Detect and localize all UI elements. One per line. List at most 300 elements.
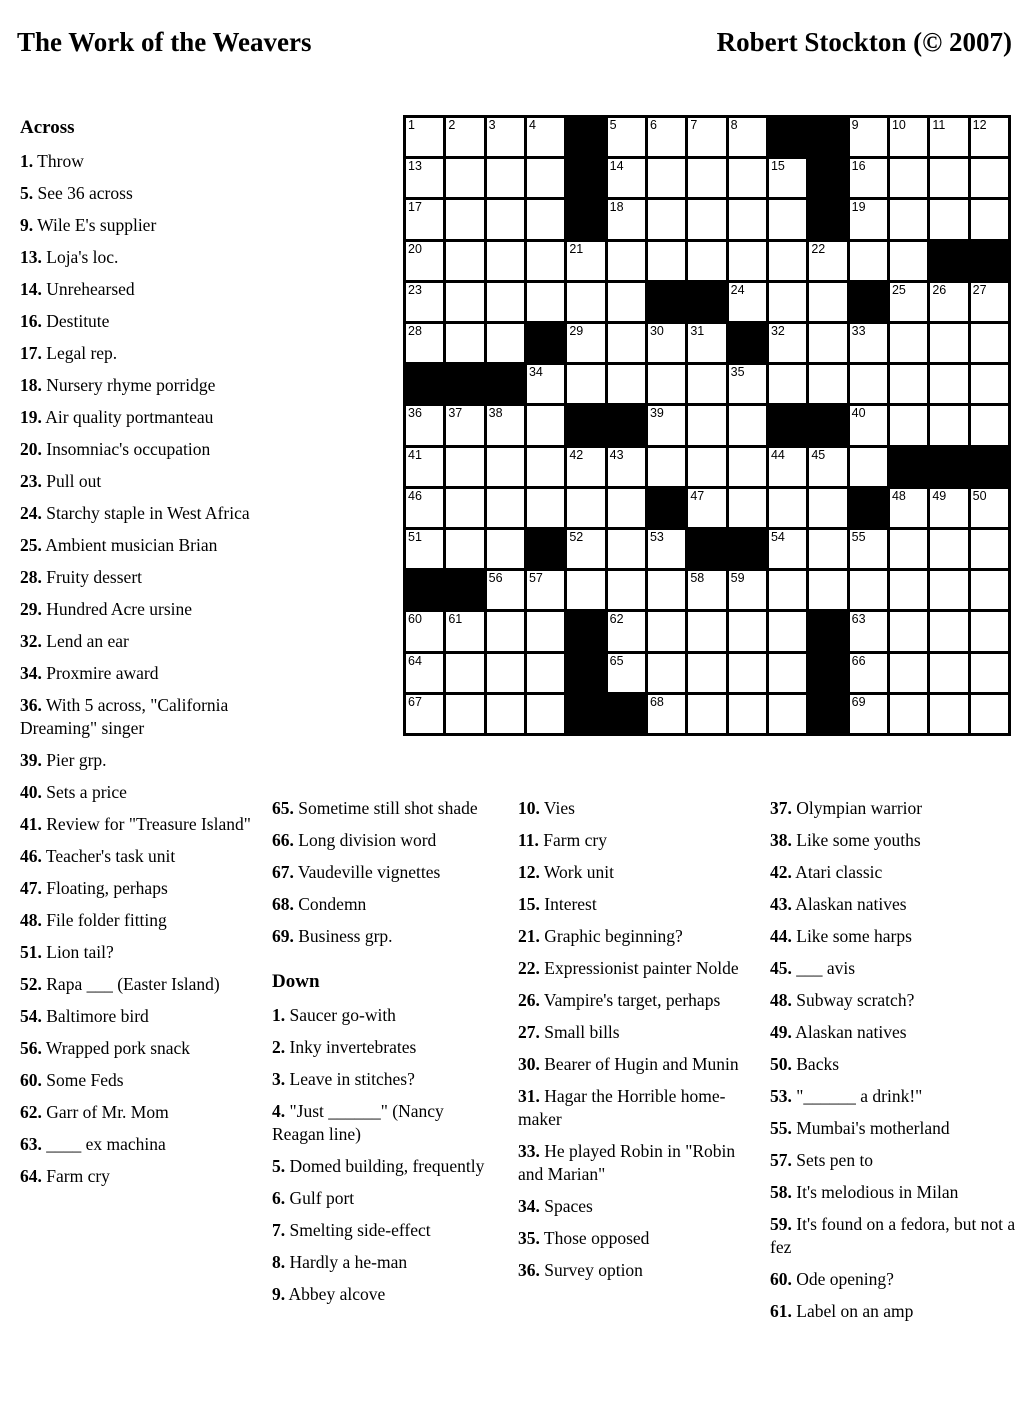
grid-cell-white[interactable]	[890, 324, 927, 362]
clue-number: 58.	[770, 1182, 792, 1202]
cell-number: 13	[408, 159, 422, 174]
clue-number: 51.	[20, 942, 42, 962]
grid-cell-white[interactable]	[527, 448, 564, 486]
cell-number: 65	[609, 653, 624, 668]
cell-number: 32	[770, 324, 785, 338]
grid-cell-white[interactable]	[608, 324, 645, 362]
clue-number: 28.	[20, 567, 42, 587]
grid-cell-white[interactable]	[850, 654, 887, 692]
grid-cell-white[interactable]	[890, 159, 927, 197]
grid-cell-white[interactable]	[809, 365, 846, 403]
cell-number: 12	[972, 118, 987, 132]
grid-cell-white[interactable]	[406, 612, 443, 650]
clue-number: 8.	[272, 1252, 286, 1272]
grid-cell-white[interactable]	[850, 695, 887, 733]
grid-cell-white[interactable]	[971, 200, 1008, 238]
grid-cell-white[interactable]	[688, 489, 725, 527]
grid-cell-black	[406, 571, 443, 609]
grid-cell-white[interactable]	[648, 200, 685, 238]
grid-cell-white[interactable]	[729, 242, 766, 280]
grid-cell-white[interactable]	[487, 406, 524, 444]
clue-number: 48.	[770, 990, 792, 1010]
grid-cell-white[interactable]	[487, 654, 524, 692]
grid-cell-white[interactable]	[971, 406, 1008, 444]
grid-cell-white[interactable]	[769, 283, 806, 321]
grid-cell-white[interactable]	[930, 571, 967, 609]
grid-cell-white[interactable]	[850, 530, 887, 568]
grid-cell-white[interactable]	[930, 530, 967, 568]
grid-cell-white[interactable]	[890, 612, 927, 650]
grid-cell-black	[567, 200, 604, 238]
clue-down-2: 2. Inky invertebrates	[272, 1037, 417, 1057]
grid-cell-white[interactable]	[487, 242, 524, 280]
grid-cell-white[interactable]	[527, 571, 564, 609]
clue-across-52: 52. Rapa ___ (Easter Island)	[20, 974, 220, 994]
grid-cell-white[interactable]	[971, 118, 1008, 156]
grid-cell-white[interactable]	[890, 200, 927, 238]
down-clues-list-1	[272, 1004, 486, 1306]
clue-number: 3.	[272, 1069, 286, 1089]
grid-cell-white[interactable]	[850, 118, 887, 156]
grid-cell-white[interactable]	[567, 448, 604, 486]
grid-cell-white[interactable]	[930, 695, 967, 733]
clue-number: 33.	[518, 1141, 540, 1161]
clue-down-35: 35. Those opposed	[518, 1228, 650, 1248]
clue-number: 9.	[20, 215, 34, 235]
grid-cell-white[interactable]	[688, 118, 725, 156]
grid-cell-white[interactable]	[850, 365, 887, 403]
grid-cell-black	[406, 365, 443, 403]
cell-number: 25	[891, 282, 906, 297]
clue-number: 23.	[20, 471, 42, 491]
clue-number: 49.	[770, 1022, 792, 1042]
grid-cell-white[interactable]	[930, 283, 967, 321]
grid-cell-white[interactable]	[527, 159, 564, 197]
grid-cell-white[interactable]	[809, 283, 846, 321]
grid-cell-white[interactable]	[406, 530, 443, 568]
grid-cell-white[interactable]	[648, 571, 685, 609]
clue-down-57: 57. Sets pen to	[770, 1150, 874, 1170]
clue-number: 67.	[272, 862, 294, 882]
grid-cell-white[interactable]	[850, 448, 887, 486]
grid-cell-white[interactable]	[446, 612, 483, 650]
cell-number: 19	[851, 200, 866, 215]
grid-cell-white[interactable]	[688, 695, 725, 733]
clue-number: 41.	[20, 814, 42, 834]
grid-cell-white[interactable]	[688, 365, 725, 403]
clue-across-23: 23. Pull out	[20, 471, 102, 491]
grid-cell-white[interactable]	[930, 365, 967, 403]
grid-cell-white[interactable]	[971, 695, 1008, 733]
grid-cell-white[interactable]	[446, 448, 483, 486]
grid-cell-white[interactable]	[567, 242, 604, 280]
grid-cell-white[interactable]	[608, 118, 645, 156]
clue-number: 1.	[20, 151, 34, 171]
grid-cell-white[interactable]	[527, 200, 564, 238]
grid-cell-white[interactable]	[608, 200, 645, 238]
grid-cell-white[interactable]	[406, 489, 443, 527]
grid-cell-white[interactable]	[850, 612, 887, 650]
grid-cell-white[interactable]	[406, 118, 443, 156]
grid-cell-white[interactable]	[527, 118, 564, 156]
grid-cell-white[interactable]	[487, 489, 524, 527]
grid-cell-white[interactable]	[971, 571, 1008, 609]
clue-number: 54.	[20, 1006, 42, 1026]
grid-cell-white[interactable]	[729, 118, 766, 156]
grid-cell-white[interactable]	[406, 695, 443, 733]
cell-number: 17	[408, 200, 422, 215]
grid-cell-black	[688, 283, 725, 321]
clue-down-37: 37. Olympian warrior	[770, 798, 923, 818]
clue-number: 68.	[272, 894, 294, 914]
grid-cell-white[interactable]	[648, 324, 685, 362]
clue-across-25: 25. Ambient musician Brian	[20, 535, 218, 555]
clue-down-30: 30. Bearer of Hugin and Munin	[518, 1054, 739, 1074]
clue-number: 39.	[20, 750, 42, 770]
grid-cell-white[interactable]	[406, 242, 443, 280]
clue-number: 66.	[272, 830, 294, 850]
grid-cell-white[interactable]	[769, 365, 806, 403]
grid-cell-white[interactable]	[769, 654, 806, 692]
cell-number: 14	[609, 159, 624, 174]
down-clues-list-2	[518, 797, 745, 1282]
cell-number: 5	[609, 118, 617, 132]
cell-number: 22	[811, 241, 826, 256]
grid-cell-white[interactable]	[971, 530, 1008, 568]
clue-down-12: 12. Work unit	[518, 862, 614, 882]
clue-down-7: 7. Smelting side-effect	[272, 1220, 431, 1240]
clue-number: 46.	[20, 846, 42, 866]
grid-cell-white[interactable]	[890, 365, 927, 403]
grid-cell-white[interactable]	[930, 654, 967, 692]
grid-cell-white[interactable]	[527, 695, 564, 733]
cell-number: 30	[649, 324, 664, 338]
clue-down-21: 21. Graphic beginning?	[518, 926, 683, 946]
clue-down-11: 11. Farm cry	[518, 830, 607, 850]
grid-cell-black	[527, 530, 564, 568]
clue-number: 16.	[20, 311, 42, 331]
grid-cell-black	[608, 406, 645, 444]
grid-cell-black	[850, 283, 887, 321]
grid-cell-white[interactable]	[769, 159, 806, 197]
grid-cell-black	[971, 448, 1008, 486]
grid-cell-white[interactable]	[406, 406, 443, 444]
grid-cell-white[interactable]	[688, 571, 725, 609]
grid-cell-white[interactable]	[729, 406, 766, 444]
grid-cell-white[interactable]	[648, 242, 685, 280]
grid-cell-white[interactable]	[850, 406, 887, 444]
grid-cell-white[interactable]	[648, 365, 685, 403]
grid-cell-white[interactable]	[688, 448, 725, 486]
clue-number: 40.	[20, 782, 42, 802]
clue-down-38: 38. Like some youths	[770, 830, 921, 850]
grid-cell-white[interactable]	[971, 612, 1008, 650]
grid-cell-white[interactable]	[729, 200, 766, 238]
grid-cell-white[interactable]	[527, 489, 564, 527]
grid-cell-white[interactable]	[850, 159, 887, 197]
grid-cell-black	[729, 324, 766, 362]
clue-number: 34.	[518, 1196, 540, 1216]
grid-cell-white[interactable]	[688, 654, 725, 692]
cell-number: 15	[770, 159, 785, 174]
clue-number: 63.	[20, 1134, 42, 1154]
grid-cell-white[interactable]	[769, 612, 806, 650]
grid-cell-white[interactable]	[769, 571, 806, 609]
clue-number: 17.	[20, 343, 42, 363]
grid-cell-white[interactable]	[729, 159, 766, 197]
clue-down-9: 9. Abbey alcove	[272, 1284, 386, 1304]
grid-cell-white[interactable]	[971, 654, 1008, 692]
grid-cell-white[interactable]	[850, 324, 887, 362]
clue-down-53: 53. "______ a drink!"	[770, 1086, 923, 1106]
grid-cell-white[interactable]	[769, 489, 806, 527]
grid-cell-white[interactable]	[567, 530, 604, 568]
grid-cell-white[interactable]	[487, 571, 524, 609]
grid-cell-white[interactable]	[527, 242, 564, 280]
grid-cell-black	[567, 159, 604, 197]
clue-down-15: 15. Interest	[518, 894, 597, 914]
grid-cell-white[interactable]	[487, 118, 524, 156]
grid-cell-white[interactable]	[487, 695, 524, 733]
clue-down-42: 42. Atari classic	[770, 862, 883, 882]
grid-cell-white[interactable]	[567, 571, 604, 609]
clue-across-16: 16. Destitute	[20, 311, 110, 331]
grid-cell-white[interactable]	[446, 406, 483, 444]
grid-cell-white[interactable]	[850, 571, 887, 609]
crossword-grid	[403, 115, 1011, 736]
clue-down-36: 36. Survey option	[518, 1260, 643, 1280]
clue-number: 2.	[272, 1037, 286, 1057]
grid-cell-white[interactable]	[608, 448, 645, 486]
clue-down-8: 8. Hardly a he-man	[272, 1252, 408, 1272]
grid-cell-white[interactable]	[648, 612, 685, 650]
grid-cell-white[interactable]	[608, 365, 645, 403]
grid-cell-white[interactable]	[930, 159, 967, 197]
grid-cell-white[interactable]	[729, 571, 766, 609]
clue-across-20: 20. Insomniac's occupation	[20, 439, 211, 459]
grid-cell-black	[809, 159, 846, 197]
grid-cell-white[interactable]	[487, 159, 524, 197]
clue-number: 29.	[20, 599, 42, 619]
grid-cell-white[interactable]	[446, 159, 483, 197]
cell-number: 31	[690, 324, 705, 338]
down-heading: Down	[272, 971, 320, 992]
cell-number: 43	[609, 447, 624, 462]
clue-down-55: 55. Mumbai's motherland	[770, 1118, 950, 1138]
cell-number: 59	[730, 571, 745, 586]
clue-across-19: 19. Air quality portmanteau	[20, 407, 214, 427]
grid-cell-white[interactable]	[688, 159, 725, 197]
grid-cell-white[interactable]	[769, 200, 806, 238]
grid-cell-white[interactable]	[729, 612, 766, 650]
grid-cell-white[interactable]	[890, 489, 927, 527]
cell-number: 41	[408, 447, 422, 462]
grid-cell-white[interactable]	[527, 654, 564, 692]
cell-number: 4	[528, 118, 536, 132]
grid-cell-white[interactable]	[527, 365, 564, 403]
grid-cell-white[interactable]	[527, 612, 564, 650]
grid-cell-white[interactable]	[769, 448, 806, 486]
grid-cell-white[interactable]	[648, 695, 685, 733]
cell-number: 56	[488, 571, 503, 586]
grid-cell-white[interactable]	[850, 242, 887, 280]
clue-number: 19.	[20, 407, 42, 427]
grid-cell-white[interactable]	[446, 200, 483, 238]
grid-cell-white[interactable]	[688, 200, 725, 238]
grid-cell-white[interactable]	[729, 365, 766, 403]
cell-number: 6	[649, 118, 657, 132]
grid-cell-white[interactable]	[930, 118, 967, 156]
grid-cell-white[interactable]	[729, 448, 766, 486]
grid-cell-white[interactable]	[608, 489, 645, 527]
grid-cell-white[interactable]	[446, 283, 483, 321]
grid-cell-white[interactable]	[487, 200, 524, 238]
clue-number: 13.	[20, 247, 42, 267]
grid-cell-white[interactable]	[567, 324, 604, 362]
grid-cell-white[interactable]	[608, 612, 645, 650]
grid-cell-white[interactable]	[446, 654, 483, 692]
grid-cell-white[interactable]	[809, 242, 846, 280]
grid-cell-white[interactable]	[890, 530, 927, 568]
grid-cell-white[interactable]	[406, 324, 443, 362]
grid-cell-white[interactable]	[446, 489, 483, 527]
grid-cell-white[interactable]	[527, 406, 564, 444]
cell-number: 20	[408, 241, 422, 256]
grid-cell-white[interactable]	[406, 448, 443, 486]
cell-number: 58	[690, 571, 705, 586]
cell-number: 42	[569, 447, 584, 462]
grid-cell-white[interactable]	[406, 200, 443, 238]
clue-number: 6.	[272, 1188, 286, 1208]
cell-number: 1	[408, 118, 415, 132]
clue-number: 53.	[770, 1086, 792, 1106]
clue-number: 12.	[518, 862, 540, 882]
clue-column-down-2	[518, 797, 745, 1291]
grid-cell-black	[809, 406, 846, 444]
grid-cell-white[interactable]	[608, 283, 645, 321]
grid-cell-white[interactable]	[487, 530, 524, 568]
grid-cell-white[interactable]	[487, 448, 524, 486]
clue-number: 55.	[770, 1118, 792, 1138]
grid-cell-white[interactable]	[648, 118, 685, 156]
clue-across-46: 46. Teacher's task unit	[20, 846, 176, 866]
across-clues-list-2	[272, 797, 486, 948]
cell-number: 37	[448, 406, 463, 421]
cell-number: 68	[649, 694, 664, 709]
grid-cell-white[interactable]	[729, 654, 766, 692]
grid-cell-white[interactable]	[890, 283, 927, 321]
grid-cell-white[interactable]	[729, 695, 766, 733]
grid-cell-white[interactable]	[769, 324, 806, 362]
grid-cell-white[interactable]	[446, 324, 483, 362]
grid-cell-white[interactable]	[890, 242, 927, 280]
grid-cell-white[interactable]	[608, 159, 645, 197]
grid-cell-white[interactable]	[608, 654, 645, 692]
grid-cell-white[interactable]	[446, 530, 483, 568]
grid-cell-white[interactable]	[406, 159, 443, 197]
grid-cell-white[interactable]	[850, 200, 887, 238]
grid-cell-white[interactable]	[446, 695, 483, 733]
grid-cell-white[interactable]	[648, 654, 685, 692]
clue-number: 27.	[518, 1022, 540, 1042]
grid-cell-white[interactable]	[446, 118, 483, 156]
grid-cell-white[interactable]	[809, 571, 846, 609]
grid-cell-white[interactable]	[648, 448, 685, 486]
grid-cell-white[interactable]	[930, 324, 967, 362]
grid-cell-white[interactable]	[890, 571, 927, 609]
grid-cell-white[interactable]	[890, 695, 927, 733]
grid-cell-white[interactable]	[890, 406, 927, 444]
grid-cell-white[interactable]	[648, 530, 685, 568]
grid-cell-white[interactable]	[567, 365, 604, 403]
grid-cell-white[interactable]	[971, 159, 1008, 197]
grid-cell-white[interactable]	[567, 283, 604, 321]
cell-number: 55	[851, 530, 866, 544]
grid-cell-white[interactable]	[406, 654, 443, 692]
grid-cell-white[interactable]	[930, 406, 967, 444]
grid-cell-white[interactable]	[688, 324, 725, 362]
clue-across-62: 62. Garr of Mr. Mom	[20, 1102, 169, 1122]
grid-cell-white[interactable]	[930, 612, 967, 650]
grid-cell-white[interactable]	[971, 283, 1008, 321]
grid-cell-white[interactable]	[648, 406, 685, 444]
clue-across-28: 28. Fruity dessert	[20, 567, 143, 587]
grid-cell-white[interactable]	[769, 695, 806, 733]
grid-cell-white[interactable]	[608, 530, 645, 568]
clue-across-32: 32. Lend an ear	[20, 631, 129, 651]
grid-cell-white[interactable]	[688, 612, 725, 650]
grid-cell-white[interactable]	[487, 283, 524, 321]
cell-number: 8	[730, 118, 738, 132]
clue-column-down-3	[770, 797, 1020, 1332]
clue-number: 61.	[770, 1301, 792, 1321]
grid-cell-white[interactable]	[890, 654, 927, 692]
grid-cell-white[interactable]	[769, 242, 806, 280]
grid-cell-white[interactable]	[930, 489, 967, 527]
grid-cell-white[interactable]	[930, 200, 967, 238]
grid-cell-white[interactable]	[688, 242, 725, 280]
cell-number: 51	[408, 530, 422, 544]
grid-cell-white[interactable]	[567, 489, 604, 527]
grid-cell-white[interactable]	[809, 530, 846, 568]
grid-cell-white[interactable]	[446, 242, 483, 280]
grid-cell-white[interactable]	[729, 489, 766, 527]
clue-across-48: 48. File folder fitting	[20, 910, 167, 930]
grid-cell-white[interactable]	[608, 571, 645, 609]
grid-cell-white[interactable]	[809, 448, 846, 486]
grid-cell-white[interactable]	[729, 283, 766, 321]
grid-cell-white[interactable]	[809, 489, 846, 527]
grid-cell-white[interactable]	[769, 530, 806, 568]
grid-cell-white[interactable]	[688, 406, 725, 444]
clue-number: 14.	[20, 279, 42, 299]
grid-cell-white[interactable]	[487, 612, 524, 650]
clue-number: 60.	[770, 1269, 792, 1289]
cell-number: 60	[408, 612, 422, 627]
grid-cell-white[interactable]	[648, 159, 685, 197]
grid-cell-white[interactable]	[890, 118, 927, 156]
grid-cell-white[interactable]	[971, 365, 1008, 403]
clue-across-18: 18. Nursery rhyme porridge	[20, 375, 216, 395]
grid-cell-white[interactable]	[406, 283, 443, 321]
grid-cell-white[interactable]	[971, 324, 1008, 362]
grid-cell-white[interactable]	[971, 489, 1008, 527]
grid-cell-white[interactable]	[527, 283, 564, 321]
grid-cell-white[interactable]	[809, 324, 846, 362]
grid-cell-white[interactable]	[487, 324, 524, 362]
clue-number: 48.	[20, 910, 42, 930]
grid-cell-white[interactable]	[608, 242, 645, 280]
